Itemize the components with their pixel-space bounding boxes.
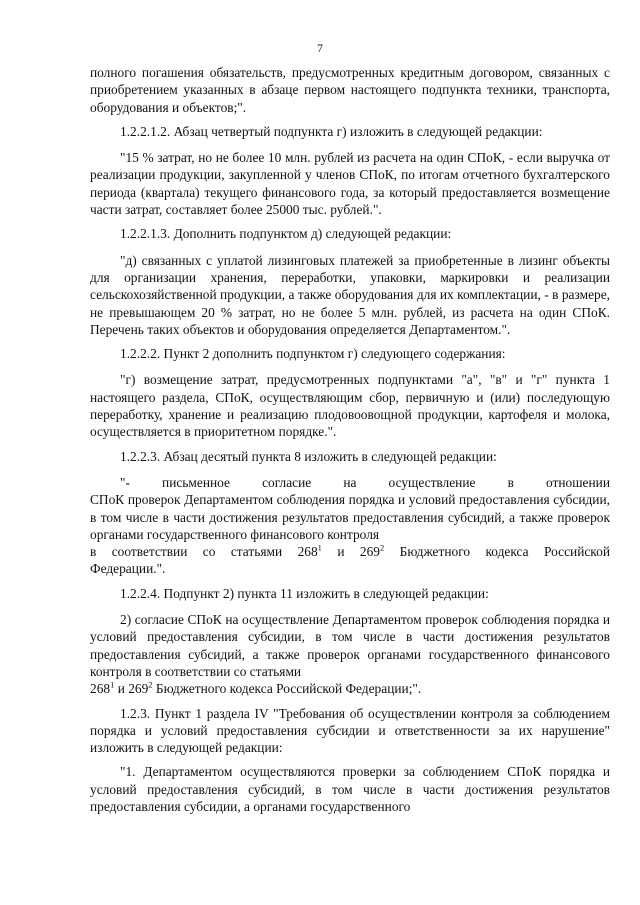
consent-line-body: СПоК проверок Департаментом соблюдения порядка и условий предоставления субсидии, в том числе в части достижения результатов предоставления субсидий, а также проверок органами государственного финансового контроля bbox=[90, 492, 610, 542]
subclause-2-tail: $268^1$ и $269^2$ Бюджетного кодекса Российской Федерации;". bbox=[90, 679, 422, 697]
document-body bbox=[90, 64, 610, 822]
paragraph-continuation: полного погашения обязательств, предусмотренных кредитным договором, связанных с приобретением указанных в абзаце первом настоящего подпункта техники, транспорта, оборудования и объектов;". bbox=[90, 65, 610, 115]
consent-line-first: "- письменное согласие на осуществление в отношении bbox=[120, 474, 610, 490]
quoted-amendment-priority: "г) возмещение затрат, предусмотренных подпунктами "а", "в" и "г" пункта 1 настоящего раздела, СПоК, осуществляющим сбор, первичную и (или) последующую переработку, хранение и реализацию плодовоовощной продукции, картофеля и молока, осуществляется в приоритетном порядке.". bbox=[90, 372, 610, 440]
clause-1-2-2-1-3: 1.2.2.1.3. Дополнить подпунктом д) следующей редакции: bbox=[120, 226, 452, 242]
consent-line-statutes: в соответствии со статьями $268^1$ и $269^2$ Бюджетного кодекса Российской bbox=[90, 542, 610, 560]
page-number: 7 bbox=[317, 41, 323, 55]
consent-line-last: Федерации.". bbox=[90, 561, 166, 577]
clause-1-2-3: 1.2.3. Пункт 1 раздела IV "Требования об осуществлении контроля за соблюдением порядка и условий предоставления субсидии и ответственности за их нарушение" изложить в следующей редакции: bbox=[90, 705, 610, 756]
clause-1-2-2-4: 1.2.2.4. Подпункт 2) пункта 11 изложить в следующей редакции: bbox=[120, 585, 489, 601]
quoted-amendment-leasing: "д) связанных с уплатой лизинговых платежей за приобретенные в лизинг объекты для организации хранения, переработки, упаковки, маркировки и реализации сельскохозяйственной продукции, а также оборудования для их комплектации, - в размере, не превышающем 20 % затрат, но не более 5 млн. рублей, из расчета на один СПоК. Перечень таких объектов и оборудования определяется Департаментом.". bbox=[90, 252, 610, 337]
clause-1-2-2-2: 1.2.2.2. Пункт 2 дополнить подпунктом г) следующего содержания: bbox=[120, 346, 506, 362]
quoted-amendment-control: "1. Департаментом осуществляются проверки за соблюдением СПоК порядка и условий предоставления субсидий, в том числе в части достижения результатов предоставления субсидии, а органами государственного bbox=[90, 764, 610, 814]
quoted-amendment-subclause-2: 2) согласие СПоК на осуществление Департаментом проверок соблюдения порядка и условий предоставления субсидии, в том числе в части достижения результатов предоставления субсидий, а также проверок органами государственного финансового контроля в соответствии со статьями $268^1$ и $269^2$ Бюджетного кодекса Российской Федерации;". bbox=[90, 612, 610, 697]
clause-1-2-2-3: 1.2.2.3. Абзац десятый пункта 8 изложить в следующей редакции: bbox=[120, 448, 497, 464]
quoted-amendment-15-percent: "15 % затрат, но не более 10 млн. рублей из расчета на один СПоК, - если выручка от реализации продукции, закупленной у членов СПоК, по итогам отчетного бухгалтерского периода (квартала) текущего финансового года, за который предоставляется возмещение части затрат, составляет более 25000 тыс. рублей.". bbox=[90, 150, 610, 218]
clause-1-2-2-1-2: 1.2.2.1.2. Абзац четвертый подпункта г) изложить в следующей редакции: bbox=[120, 123, 543, 139]
quoted-amendment-consent bbox=[90, 474, 610, 578]
